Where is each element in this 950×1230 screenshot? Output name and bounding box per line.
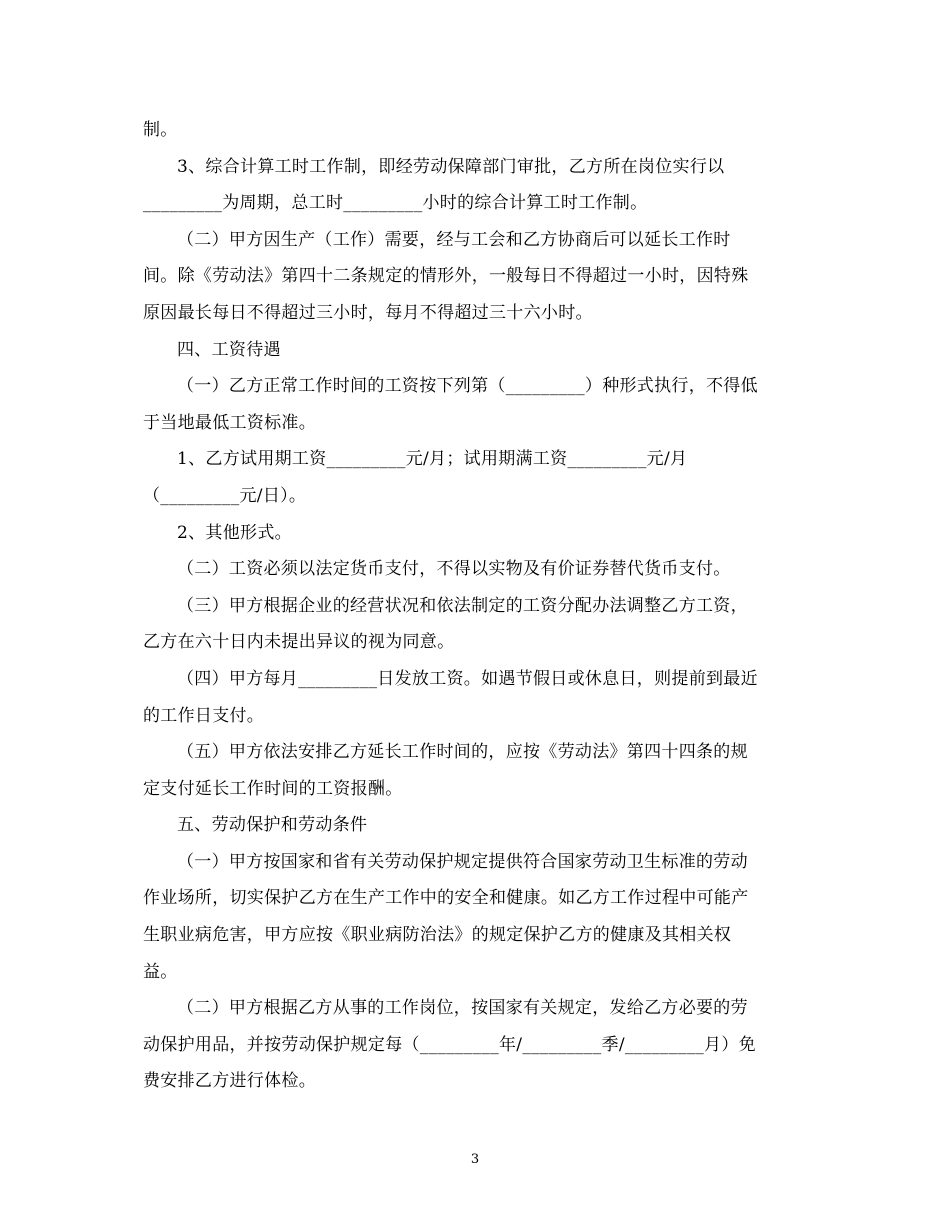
- paragraph-line: （二）工资必须以法定货币支付，不得以实物及有价证券替代货币支付。: [177, 559, 731, 580]
- paragraph-line: 乙方在六十日内未提出异议的视为同意。: [143, 632, 455, 653]
- paragraph-line: 的工作日支付。: [143, 705, 265, 726]
- section-heading: 四、工资待遇: [177, 339, 281, 360]
- paragraph-line: 动保护用品，并按劳动保护规定每（_________年/_________季/_________月）免: [143, 1034, 756, 1055]
- paragraph-line: （五）甲方依法安排乙方延长工作时间的，应按《劳动法》第四十四条的规: [177, 742, 748, 763]
- paragraph-line: （二）甲方因生产（工作）需要，经与工会和乙方协商后可以延长工作时: [177, 229, 731, 250]
- paragraph-line: 原因最长每日不得超过三小时，每月不得超过三十六小时。: [143, 302, 593, 323]
- paragraph-line: 定支付延长工作时间的工资报酬。: [143, 778, 403, 799]
- paragraph-line: （二）甲方根据乙方从事的工作岗位，按国家有关规定，发给乙方必要的劳: [177, 998, 748, 1019]
- paragraph-line: 益。: [143, 961, 178, 982]
- paragraph-line: 费安排乙方进行体检。: [143, 1071, 316, 1092]
- paragraph-line: _________为周期，总工时_________小时的综合计算工时工作制。: [143, 193, 648, 214]
- paragraph-line: （_________元/日）。: [143, 485, 307, 506]
- paragraph-line: （一）乙方正常工作时间的工资按下列第（_________）种形式执行，不得低: [177, 376, 758, 397]
- section-heading: 五、劳动保护和劳动条件: [177, 815, 368, 836]
- paragraph-line: 作业场所，切实保护乙方在生产工作中的安全和健康。如乙方工作过程中可能产: [143, 888, 749, 909]
- paragraph-line: 于当地最低工资标准。: [143, 412, 316, 433]
- paragraph-line: 3、综合计算工时工作制，即经劳动保障部门审批，乙方所在岗位实行以: [177, 156, 725, 177]
- paragraph-line: 2、其他形式。: [177, 522, 292, 543]
- paragraph-line: 间。除《劳动法》第四十二条规定的情形外，一般每日不得超过一小时，因特殊: [143, 266, 749, 287]
- paragraph-line: 1、乙方试用期工资_________元/月；试用期满工资_________元/月: [177, 449, 688, 470]
- paragraph-line: （一）甲方按国家和省有关劳动保护规定提供符合国家劳动卫生标准的劳动: [177, 851, 748, 872]
- paragraph-line: 制。: [143, 120, 178, 140]
- paragraph-line: （四）甲方每月_________日发放工资。如遇节假日或休息日，则提前到最近: [177, 668, 758, 689]
- paragraph-line: （三）甲方根据企业的经营状况和依法制定的工资分配办法调整乙方工资，: [177, 595, 748, 616]
- document-body: [143, 112, 807, 1100]
- page-number: 3: [470, 1152, 480, 1167]
- paragraph-line: 生职业病危害，甲方应按《职业病防治法》的规定保护乙方的健康及其相关权: [143, 925, 732, 946]
